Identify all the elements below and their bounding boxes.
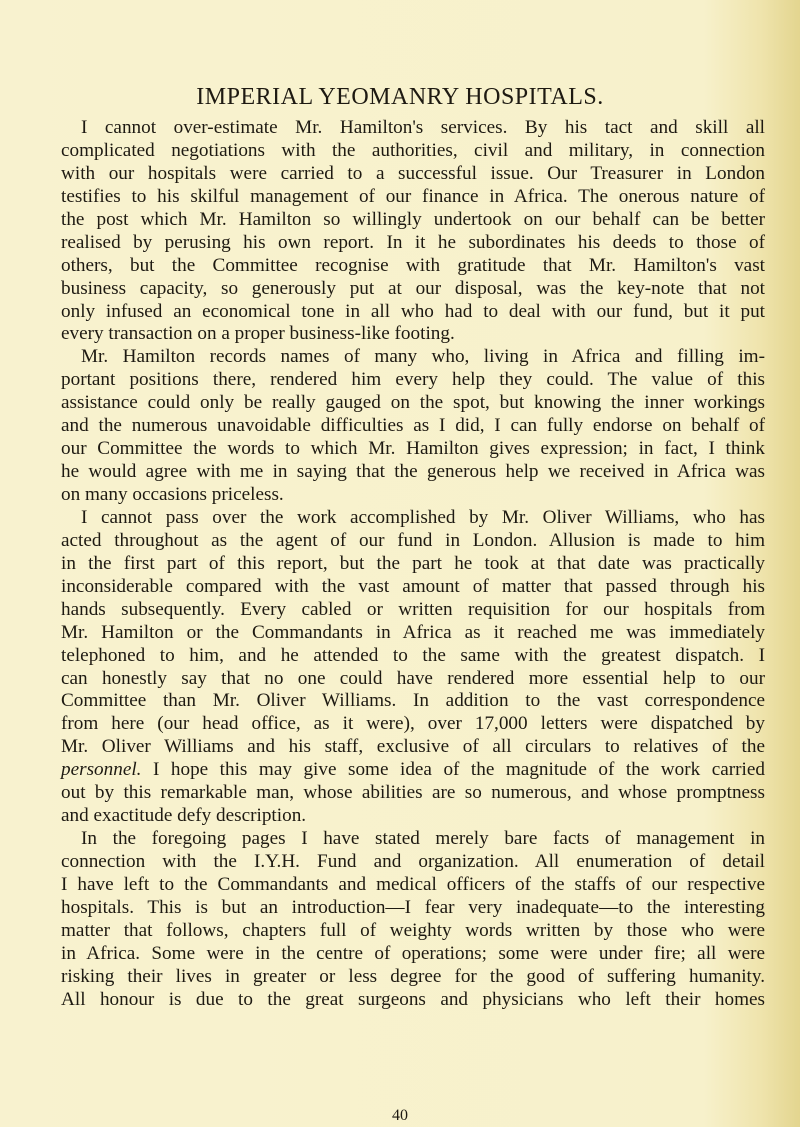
- text-line: business capacity, so generously put at our disposal, was the key-note that not: [61, 277, 765, 299]
- italic-word: personnel.: [61, 759, 142, 781]
- text-line: with our hospitals were carried to a successful issue. Our Treasurer in London: [61, 162, 765, 184]
- text-line: from here (our head office, as it were), over 17,000 letters were dispatched by: [61, 713, 765, 735]
- text-line: and exactitude defy description.: [61, 805, 307, 827]
- text-line: realised by perusing his own report. In it he subordinates his deeds to those of: [61, 231, 765, 253]
- text-line: assistance could only be really gauged on the spot, but knowing the inner workings: [61, 392, 765, 414]
- text-line: Mr. Oliver Williams and his staff, exclusive of all circulars to relatives of the: [61, 736, 765, 758]
- text-line: I cannot over-estimate Mr. Hamilton's services. By his tact and skill all: [81, 117, 765, 138]
- text-line: acted throughout as the agent of our fund in London. Allusion is made to him: [61, 529, 765, 551]
- text-line: out by this remarkable man, whose abilities are so numerous, and whose promptness: [61, 782, 765, 804]
- text-line: telephoned to him, and he attended to the same with the greatest dispatch. I: [61, 644, 765, 666]
- text-line: inconsiderable compared with the vast amount of matter that passed through his: [61, 575, 765, 597]
- page-number: 40: [392, 1107, 408, 1124]
- text-line: complicated negotiations with the authorities, civil and military, in connection: [61, 139, 765, 161]
- page-title: IMPERIAL YEOMANRY HOSPITALS.: [196, 84, 604, 110]
- text-line: testifies to his skilful management of our finance in Africa. The onerous nature of: [61, 185, 765, 207]
- text-line: matter that follows, chapters full of weighty words written by those who were: [61, 919, 765, 941]
- text-line: hospitals. This is but an introduction—I fear very inadequate—to the interesting: [61, 896, 765, 918]
- text-line: connection with the I.Y.H. Fund and organization. All enumeration of detail: [61, 851, 765, 872]
- text-line: in Africa. Some were in the centre of operations; some were under fire; all were: [61, 942, 765, 964]
- text-line: the post which Mr. Hamilton so willingly undertook on our behalf can be better: [61, 208, 765, 230]
- text-line: in the first part of this report, but the part he took at that date was practically: [61, 552, 765, 574]
- text-line: every transaction on a proper business-like footing.: [61, 323, 455, 345]
- text-line: on many occasions priceless.: [61, 484, 284, 505]
- text-line: portant positions there, rendered him every help they could. The value of this: [61, 369, 765, 391]
- body-text: [61, 117, 765, 1012]
- text-line: hands subsequently. Every cabled or written requisition for our hospitals from: [61, 598, 765, 620]
- text-line: others, but the Committee recognise with gratitude that Mr. Hamilton's vast: [61, 254, 765, 276]
- text-line: risking their lives in greater or less degree for the good of suffering humanity.: [61, 965, 765, 987]
- text-line: I have left to the Commandants and medical officers of the staffs of our respective: [61, 873, 765, 895]
- text-line: In the foregoing pages I have stated merely bare facts of management in: [81, 828, 765, 850]
- text-line: can honestly say that no one could have rendered more essential help to our: [61, 667, 765, 689]
- text-line: and the numerous unavoidable difficulties as I did, I can fully endorse on behalf of: [61, 415, 765, 437]
- text-line: Committee than Mr. Oliver Williams. In addition to the vast correspondence: [61, 690, 765, 712]
- text-line: Mr. Hamilton or the Commandants in Africa as it reached me was immediately: [61, 621, 765, 643]
- text-line: Mr. Hamilton records names of many who, living in Africa and filling im-: [81, 346, 765, 368]
- text-line: our Committee the words to which Mr. Hamilton gives expression; in fact, I think: [61, 438, 765, 460]
- text-line: only infused an economical tone in all who had to deal with our fund, but it put: [61, 300, 765, 322]
- text-line: [61, 759, 765, 782]
- line-rest: I hope this may give some idea of the magnitude of the work carried: [141, 759, 765, 781]
- text-line: All honour is due to the great surgeons and physicians who left their homes: [61, 988, 765, 1010]
- text-line: he would agree with me in saying that the generous help we received in Africa was: [61, 461, 765, 483]
- text-line: I cannot pass over the work accomplished by Mr. Oliver Williams, who has: [81, 506, 765, 528]
